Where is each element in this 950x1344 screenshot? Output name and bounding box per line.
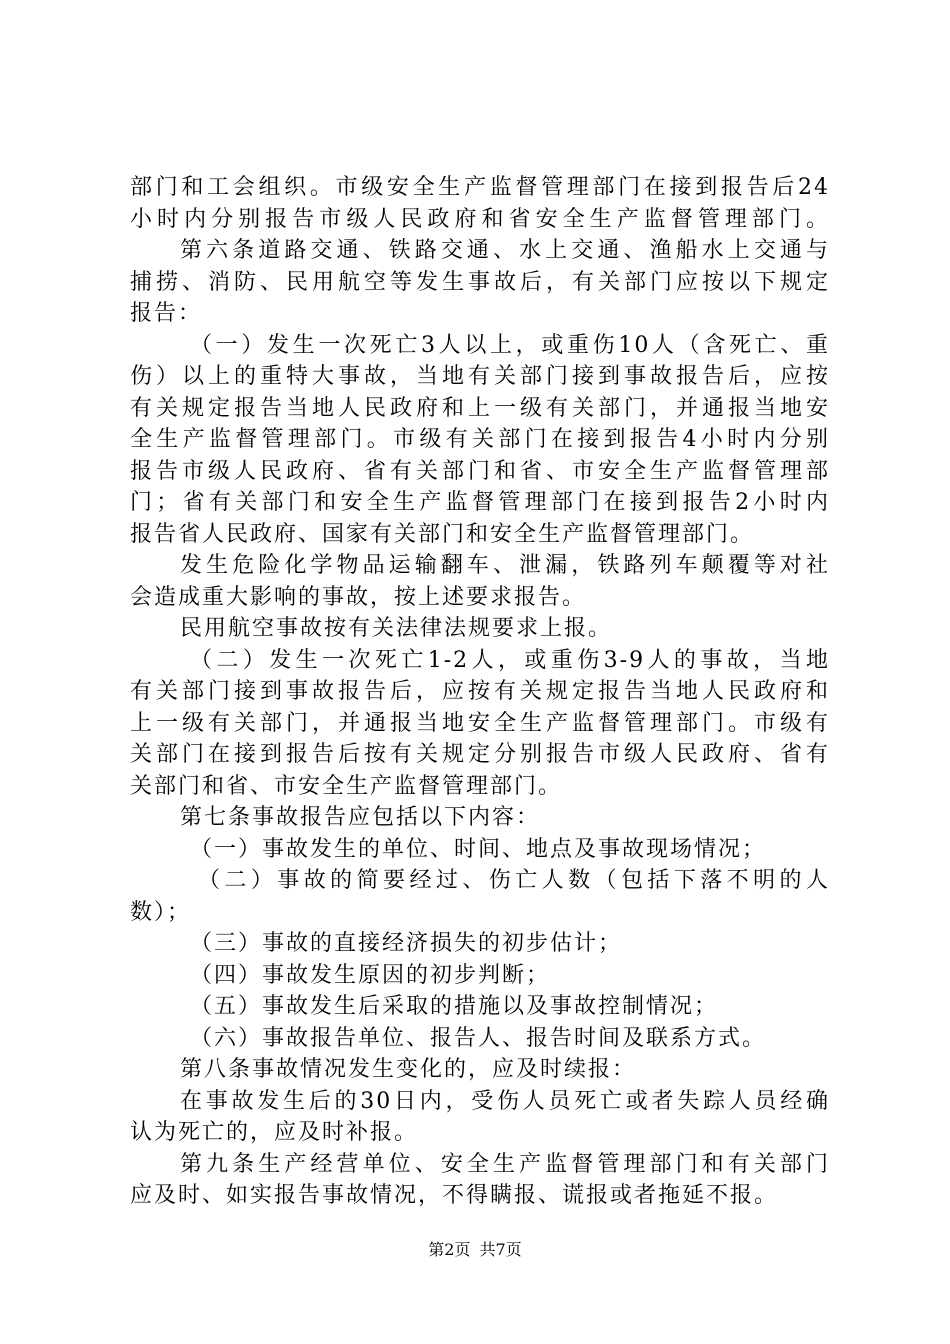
text-line: 关部门和省、市安全生产监督管理部门。: [130, 773, 563, 799]
text-line: 有关规定报告当地人民政府和上一级有关部门，并通报当地安: [130, 395, 830, 421]
text-line: （一）事故发生的单位、时间、地点及事故现场情况；: [190, 836, 767, 862]
text-line: 第八条事故情况发生变化的，应及时续报：: [180, 1057, 637, 1082]
text-line: 有关部门接到事故报告后，应按有关规定报告当地人民政府和: [130, 679, 830, 704]
text-line: （三）事故的直接经济损失的初步估计；: [190, 931, 623, 956]
text-line: 会造成重大影响的事故，按上述要求报告。: [130, 584, 587, 610]
text-line: 小时内分别报告市级人民政府和省安全生产监督管理部门。: [130, 206, 830, 232]
text-line: 发生危险化学物品运输翻车、泄漏，铁路列车颠覆等对社: [180, 553, 830, 578]
text-line: 第六条道路交通、铁路交通、水上交通、渔船水上交通与: [180, 238, 830, 263]
text-line: 第七条事故报告应包括以下内容：: [180, 805, 541, 830]
text-line: 认为死亡的，应及时补报。: [130, 1120, 419, 1145]
text-line: （六）事故报告单位、报告人、报告时间及联系方式。: [190, 1025, 767, 1051]
text-line: （二）事故的简要经过、伤亡人数（包括下落不明的人: [198, 868, 830, 893]
text-line: 捕捞、消防、民用航空等发生事故后，有关部门应按以下规定: [130, 269, 830, 295]
page-footer: [0, 1238, 950, 1262]
text-line: （二）发生一次死亡1-2人，或重伤3-9人的事故，当地: [190, 647, 830, 673]
page-number: 第2页: [428, 1240, 471, 1259]
text-line: 应及时、如实报告事故情况，不得瞒报、谎报或者拖延不报。: [130, 1183, 779, 1208]
text-line: 报告：: [130, 301, 203, 326]
body-text: [130, 172, 830, 1212]
text-line: 伤）以上的重特大事故，当地有关部门接到事故报告后，应按: [130, 364, 830, 389]
page-total: 共7页: [479, 1240, 522, 1259]
text-line: 部门和工会组织。市级安全生产监督管理部门在接到报告后24: [130, 175, 830, 200]
text-line: 关部门在接到报告后按有关规定分别报告市级人民政府、省有: [130, 742, 830, 767]
text-line: 报告市级人民政府、省有关部门和省、市安全生产监督管理部: [130, 458, 830, 484]
text-line: 在事故发生后的30日内，受伤人员死亡或者失踪人员经确: [180, 1088, 830, 1114]
text-line: 民用航空事故按有关法律法规要求上报。: [180, 616, 613, 641]
text-line: 报告省人民政府、国家有关部门和安全生产监督管理部门。: [130, 521, 755, 547]
text-line: 第九条生产经营单位、安全生产监督管理部门和有关部门: [180, 1151, 830, 1177]
text-line: （四）事故发生原因的初步判断；: [190, 962, 551, 988]
text-line: （一）发生一次死亡3人以上，或重伤10人（含死亡、重: [190, 332, 830, 358]
text-line: 上一级有关部门，并通报当地安全生产监督管理部门。市级有: [130, 710, 830, 736]
text-line: 门；省有关部门和安全生产监督管理部门在接到报告2小时内: [130, 490, 830, 515]
text-line: 数）；: [130, 899, 192, 925]
text-line: 全生产监督管理部门。市级有关部门在接到报告4小时内分别: [130, 427, 830, 452]
text-line: （五）事故发生后采取的措施以及事故控制情况；: [190, 994, 719, 1019]
